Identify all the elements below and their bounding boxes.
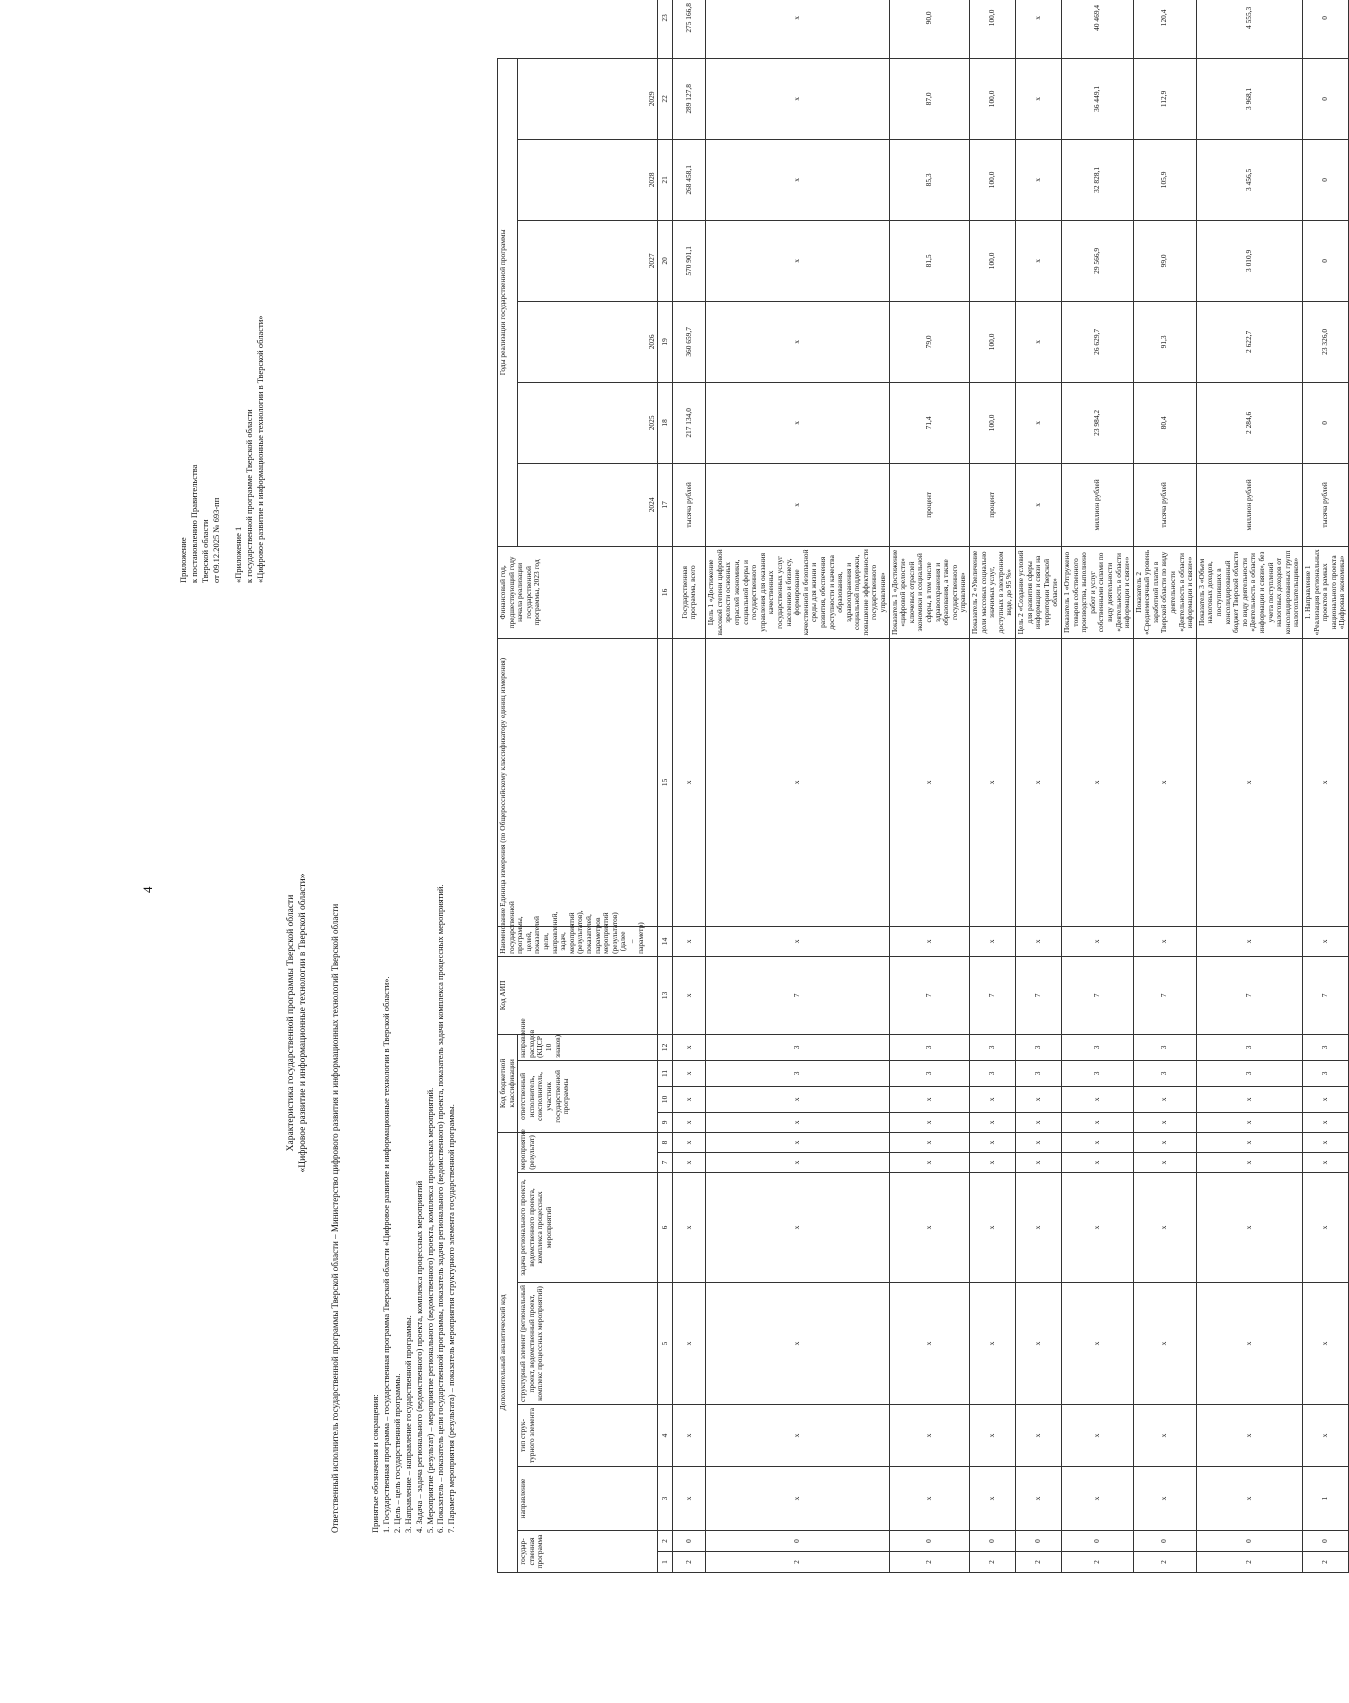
- code-cell: 7: [889, 956, 969, 1034]
- code-cell: х: [1015, 1405, 1061, 1467]
- appendix-line: «Цифровое развитие и информационные технологии в Тверской области»: [255, 315, 265, 583]
- base-year-value: 2 284,6: [1196, 382, 1302, 463]
- row-unit: процент: [889, 463, 969, 546]
- column-number: 17: [658, 463, 673, 546]
- column-number: 22: [658, 58, 673, 139]
- code-cell: х: [673, 1467, 706, 1531]
- appendix-line: к государственной программе Тверской области: [244, 409, 254, 583]
- code-cell: 0: [970, 1531, 1016, 1552]
- code-cell: х: [706, 1405, 889, 1467]
- year-value: 26 629,7: [1061, 301, 1133, 382]
- code-cell: х: [1196, 1283, 1302, 1405]
- column-number: 14: [658, 926, 673, 956]
- year-header: 2025: [518, 382, 658, 463]
- title-line: Характеристика государственной программы Тверской области: [286, 894, 296, 1152]
- code-cell: 3: [706, 1034, 889, 1060]
- code-cell: х: [970, 1153, 1016, 1173]
- code-cell: х: [970, 1086, 1016, 1112]
- year-value: 120,4: [1133, 0, 1196, 58]
- base-year-value: 100,0: [970, 382, 1016, 463]
- row-name: Показатель 1 «Отгружено товаров собственного производства, выполнено работ и услуг собственными силами по виду деятельности «Деятельность в области информации и связи»»: [1061, 546, 1133, 638]
- column-number: 1: [658, 1552, 673, 1573]
- code-cell: х: [1196, 1173, 1302, 1283]
- code-cell: х: [1015, 1112, 1061, 1132]
- code-cell: х: [1061, 926, 1133, 956]
- row-name: Показатель 2 «Среднемесячный уровень заработной платы в Тверской области по виду деятельности «Деятельность в области информации и связи»»: [1133, 546, 1196, 638]
- code-cell: х: [1196, 1112, 1302, 1132]
- code-cell: х: [970, 1173, 1016, 1283]
- column-number: 6: [658, 1173, 673, 1283]
- year-value: х: [1015, 301, 1061, 382]
- column-numbers-row: [658, 0, 673, 1573]
- subheader-direction: направление: [518, 1467, 658, 1531]
- abbreviation-item: 3. Направление – направление государственной программы.: [402, 1315, 413, 1533]
- code-cell: 3: [970, 1060, 1016, 1086]
- abbreviations-heading: Принятые обозначения и сокращения:: [370, 1394, 380, 1533]
- responsible-executor: Ответственный исполнитель государственной программы Тверской области – Министерство цифрового развития и информационных технологий Тверской области: [330, 903, 340, 1533]
- subheader-struct-element: структурный элемент (региональный проект, ведомственный проект, комплекс процессных мероприятий): [518, 1283, 658, 1405]
- code-cell: х: [1302, 1283, 1348, 1405]
- year-value: х: [706, 220, 889, 301]
- code-cell: 0: [1015, 1531, 1061, 1552]
- column-number: 15: [658, 638, 673, 926]
- base-year-value: 217 134,0: [673, 382, 706, 463]
- code-cell: х: [1133, 1153, 1196, 1173]
- year-value: 100,0: [970, 139, 1016, 220]
- column-number: 12: [658, 1034, 673, 1060]
- code-cell: 2: [1302, 1552, 1348, 1573]
- column-number: 9: [658, 1112, 673, 1132]
- row-name: 1. Направление 1 «Реализация региональных проектов в рамках национального проекта «Цифровая экономика»: [1302, 546, 1348, 638]
- appendix-line: [222, 143, 233, 583]
- year-value: х: [706, 0, 889, 58]
- table-row: [1015, 0, 1061, 1573]
- year-value: 36 449,1: [1061, 58, 1133, 139]
- code-cell: х: [1015, 926, 1061, 956]
- subheader-event: мероприятие (результат): [518, 1132, 658, 1172]
- appendix-line: от 09.12.2025 № 693-пп: [211, 497, 221, 583]
- year-value: 87,0: [889, 58, 969, 139]
- code-cell: 7: [1302, 956, 1348, 1034]
- code-cell: х: [1133, 1467, 1196, 1531]
- code-cell: х: [1302, 926, 1348, 956]
- year-value: 3 010,9: [1196, 220, 1302, 301]
- abbreviation-item: 7. Параметр мероприятия (результата) – показатель мероприятия структурного элемента государственной программы.: [446, 1104, 457, 1533]
- program-table: [497, 0, 1349, 1573]
- code-cell: х: [889, 1132, 969, 1152]
- row-unit: процент: [970, 463, 1016, 546]
- base-year-value: х: [1015, 382, 1061, 463]
- column-number: 16: [658, 546, 673, 638]
- code-cell: 2: [970, 1552, 1016, 1573]
- code-cell: х: [1196, 1132, 1302, 1152]
- code-cell: 3: [1015, 1034, 1061, 1060]
- code-cell: 1: [1302, 1467, 1348, 1531]
- appendix-line: Тверской области: [200, 519, 210, 583]
- code-cell: 0: [1133, 1531, 1196, 1552]
- row-unit: миллион рублей: [1196, 463, 1302, 546]
- column-number: 10: [658, 1086, 673, 1112]
- row-unit: тысяча рублей: [673, 463, 706, 546]
- code-cell: х: [706, 1132, 889, 1152]
- subheader-executor: ответственный исполнитель, соисполнитель, участник государственной программы: [518, 1060, 658, 1132]
- year-value: 85,3: [889, 139, 969, 220]
- code-cell: х: [1061, 1132, 1133, 1152]
- year-value: 100,0: [970, 301, 1016, 382]
- code-cell: х: [1302, 1405, 1348, 1467]
- column-number: 21: [658, 139, 673, 220]
- code-cell: 2: [1196, 1552, 1302, 1573]
- page-number: 4: [140, 886, 155, 893]
- year-header: 2024: [518, 463, 658, 546]
- code-cell: х: [673, 1086, 706, 1112]
- subheader-struct-type: тип струк-турного элемента: [518, 1405, 658, 1467]
- code-cell: х: [1133, 1086, 1196, 1112]
- code-cell: х: [673, 1112, 706, 1132]
- column-number: 7: [658, 1153, 673, 1173]
- year-value: 79,0: [889, 301, 969, 382]
- code-cell: х: [889, 1112, 969, 1132]
- year-value: 99,0: [1133, 220, 1196, 301]
- code-cell: х: [706, 1467, 889, 1531]
- table-body: [673, 0, 1349, 1573]
- appendix-line: «Приложение 1: [233, 526, 243, 583]
- abbreviation-item: 5. Мероприятие (результат) – мероприятие регионального (ведомственного) проекта, комплекса процессных мероприятий.: [424, 1087, 435, 1533]
- appendix-block: [178, 143, 266, 583]
- table-row: [706, 0, 889, 1573]
- appendix-line: Приложение: [178, 537, 188, 583]
- code-cell: 2: [1015, 1552, 1061, 1573]
- row-name: Показатель 1 «Достижение «цифровой зрелости» ключевых отраслей экономики и социальной сферы, в том числе здравоохранения и образования, а также государственного управления»: [889, 546, 969, 638]
- year-value: 2 622,7: [1196, 301, 1302, 382]
- year-value: х: [1015, 0, 1061, 58]
- code-cell: 3: [1061, 1060, 1133, 1086]
- code-cell: 2: [1061, 1552, 1133, 1573]
- code-cell: х: [1061, 1283, 1133, 1405]
- code-cell: х: [706, 1173, 889, 1283]
- year-value: 268 458,1: [673, 139, 706, 220]
- year-value: х: [706, 58, 889, 139]
- code-cell: х: [889, 1153, 969, 1173]
- code-cell: х: [889, 926, 969, 956]
- year-value: 570 901,1: [673, 220, 706, 301]
- document-title: [285, 643, 309, 1403]
- year-value: 90,0: [889, 0, 969, 58]
- table-row: [673, 0, 706, 1573]
- header-base-year: Финансовый год, предшествующий году начала реализации государственной программы, 2023 год: [498, 546, 658, 638]
- base-year-value: 0: [1302, 382, 1348, 463]
- code-cell: х: [1302, 1086, 1348, 1112]
- year-value: 29 566,9: [1061, 220, 1133, 301]
- year-value: 0: [1302, 139, 1348, 220]
- year-header: 2028: [518, 139, 658, 220]
- code-cell: х: [673, 1283, 706, 1405]
- subheader-program: государ-ственная программа: [518, 1531, 658, 1573]
- base-year-value: 80,4: [1133, 382, 1196, 463]
- year-value: 40 469,4: [1061, 0, 1133, 58]
- year-value: 3 968,1: [1196, 58, 1302, 139]
- code-cell: х: [1133, 1173, 1196, 1283]
- code-cell: х: [1061, 1153, 1133, 1173]
- row-unit: х: [706, 463, 889, 546]
- code-cell: х: [1133, 638, 1196, 926]
- year-value: х: [1015, 220, 1061, 301]
- code-cell: 3: [1302, 1034, 1348, 1060]
- code-cell: х: [970, 926, 1016, 956]
- year-value: 100,0: [970, 58, 1016, 139]
- row-name: Показатель 3 «Объем налоговых доходов, поступивших в консолидированный бюджет Тверской области по виду деятельности «Деятельность в области информации и связи», без учета поступлений налоговых доходов от консолидированных групп налогоплательщиков»: [1196, 546, 1302, 638]
- code-cell: х: [1302, 638, 1348, 926]
- subheader-task: задача регионального проекта, ведомственного проекта, комплекса процессных мероприятий: [518, 1173, 658, 1283]
- code-cell: х: [1015, 638, 1061, 926]
- year-value: х: [1015, 139, 1061, 220]
- year-value: 100,0: [970, 220, 1016, 301]
- code-cell: х: [970, 1112, 1016, 1132]
- code-cell: 3: [970, 1034, 1016, 1060]
- code-cell: х: [706, 1153, 889, 1173]
- code-cell: х: [970, 1467, 1016, 1531]
- header-additional-code: Дополнительный аналитический код: [498, 1132, 518, 1572]
- code-cell: х: [889, 1173, 969, 1283]
- year-value: 23 326,0: [1302, 301, 1348, 382]
- subheader-expense: направление расходов (КЦСР 10 знаков): [518, 1034, 658, 1060]
- column-number: 19: [658, 301, 673, 382]
- code-cell: х: [1133, 926, 1196, 956]
- year-value: 0: [1302, 220, 1348, 301]
- year-value: 100,0: [970, 0, 1016, 58]
- year-value: 360 659,7: [673, 301, 706, 382]
- code-cell: х: [706, 1112, 889, 1132]
- code-cell: х: [1015, 1132, 1061, 1152]
- year-value: х: [706, 301, 889, 382]
- code-cell: 7: [1061, 956, 1133, 1034]
- code-cell: 3: [1061, 1034, 1133, 1060]
- code-cell: 0: [1302, 1531, 1348, 1552]
- year-value: х: [1015, 58, 1061, 139]
- year-value: 289 127,8: [673, 58, 706, 139]
- year-header: 2027: [518, 220, 658, 301]
- abbreviations-block: [370, 153, 457, 1533]
- code-cell: х: [1196, 638, 1302, 926]
- column-number: 13: [658, 956, 673, 1034]
- row-unit: тысяча рублей: [1133, 463, 1196, 546]
- code-cell: х: [1133, 1405, 1196, 1467]
- code-cell: 3: [889, 1060, 969, 1086]
- code-cell: х: [1196, 1467, 1302, 1531]
- row-name: Государственная программа, всего: [673, 546, 706, 638]
- code-cell: х: [673, 1173, 706, 1283]
- column-number: 20: [658, 220, 673, 301]
- column-number: 11: [658, 1060, 673, 1086]
- code-cell: 0: [1061, 1531, 1133, 1552]
- code-cell: х: [673, 638, 706, 926]
- code-cell: 7: [706, 956, 889, 1034]
- code-cell: х: [706, 638, 889, 926]
- abbreviation-item: 6. Показатель – показатель цели государственной программы, показатель задачи регионального (ведомственного) проекта, показатель задачи комплекса процессных мероприятий.: [435, 884, 446, 1533]
- column-number: 18: [658, 382, 673, 463]
- code-cell: х: [1196, 1086, 1302, 1112]
- header-aip-code: Код АИП: [498, 956, 658, 1034]
- base-year-value: 23 984,2: [1061, 382, 1133, 463]
- code-cell: 3: [1133, 1060, 1196, 1086]
- column-number: 4: [658, 1405, 673, 1467]
- table-row: [889, 0, 969, 1573]
- title-line: «Цифровое развитие и информационные технологии в Тверской области»: [298, 873, 308, 1173]
- code-cell: х: [1302, 1112, 1348, 1132]
- code-cell: х: [1061, 638, 1133, 926]
- code-cell: 7: [970, 956, 1016, 1034]
- code-cell: 3: [1015, 1060, 1061, 1086]
- row-unit: х: [1015, 463, 1061, 546]
- code-cell: 2: [673, 1552, 706, 1573]
- column-number: 23: [658, 0, 673, 58]
- code-cell: х: [970, 1132, 1016, 1152]
- code-cell: х: [1015, 1086, 1061, 1112]
- code-cell: х: [1302, 1132, 1348, 1152]
- column-number: 2: [658, 1531, 673, 1552]
- code-cell: 3: [889, 1034, 969, 1060]
- code-cell: х: [889, 1405, 969, 1467]
- code-cell: х: [1015, 1173, 1061, 1283]
- code-cell: 3: [706, 1060, 889, 1086]
- code-cell: 3: [1133, 1034, 1196, 1060]
- table-row: [1133, 0, 1196, 1573]
- row-name: Цель 1 «Достижение высокой степени цифровой зрелости основных отраслей экономики, социальной сферы и государственного управления для оказания качественных государственных услуг населению и бизнесу, формирование качественной и безопасной среды для жизни и развития, обеспечения доступности и качества образования, здравоохранения и социальной поддержки, повышение эффективности государственного управления»: [706, 546, 889, 638]
- base-year-value: 71,4: [889, 382, 969, 463]
- code-cell: х: [1133, 1112, 1196, 1132]
- code-cell: х: [673, 956, 706, 1034]
- abbreviation-item: 4. Задача – задача регионального (ведомственного) проекта, комплекса процессных мероприятий: [413, 1180, 424, 1533]
- code-cell: х: [1196, 1153, 1302, 1173]
- code-cell: 7: [1133, 956, 1196, 1034]
- year-value: 3 456,5: [1196, 139, 1302, 220]
- code-cell: х: [673, 1405, 706, 1467]
- column-number: 8: [658, 1132, 673, 1152]
- code-cell: х: [673, 926, 706, 956]
- table-row: [1196, 0, 1302, 1573]
- code-cell: х: [970, 1283, 1016, 1405]
- year-value: 275 166,8: [673, 0, 706, 58]
- header-name: Наименование государственной программы, целей, показателей цели, направлений, задач, мероприятий (результатов), показателей, параметров мероприятий (результатов) (далее – параметр): [498, 926, 658, 956]
- row-name: Показатель 2 «Увеличение доли массовых социально значимых услуг, доступных в электронном виде, до 95 %»: [970, 546, 1016, 638]
- code-cell: х: [673, 1060, 706, 1086]
- code-cell: 7: [1015, 956, 1061, 1034]
- year-header: 2026: [518, 301, 658, 382]
- row-unit: тысяча рублей: [1302, 463, 1348, 546]
- column-number: 5: [658, 1283, 673, 1405]
- code-cell: 0: [706, 1531, 889, 1552]
- row-unit: миллион рублей: [1061, 463, 1133, 546]
- code-cell: х: [889, 1086, 969, 1112]
- abbreviation-item: 1. Государственная программа – государственная программа Тверской области «Цифровое развитие и информационные технологии в Тверской области».: [380, 976, 391, 1533]
- year-value: х: [706, 139, 889, 220]
- code-cell: х: [1061, 1467, 1133, 1531]
- code-cell: х: [889, 1467, 969, 1531]
- code-cell: х: [1133, 1132, 1196, 1152]
- header-years-group: Годы реализации государственной программы: [498, 58, 518, 546]
- table-header-row: [498, 0, 518, 1573]
- table-row: [970, 0, 1016, 1573]
- code-cell: х: [673, 1132, 706, 1152]
- code-cell: х: [1302, 1173, 1348, 1283]
- appendix-line: к постановлению Правительства: [189, 464, 199, 583]
- code-cell: 3: [1196, 1034, 1302, 1060]
- code-cell: х: [970, 1405, 1016, 1467]
- code-cell: х: [1015, 1153, 1061, 1173]
- code-cell: х: [889, 638, 969, 926]
- code-cell: 0: [889, 1531, 969, 1552]
- code-cell: х: [1061, 1173, 1133, 1283]
- code-cell: 2: [1133, 1552, 1196, 1573]
- code-cell: х: [1196, 1405, 1302, 1467]
- column-number: 3: [658, 1467, 673, 1531]
- header-budget-code: Код бюджетной классификации: [498, 1034, 518, 1132]
- code-cell: 2: [889, 1552, 969, 1573]
- year-value: 4 555,3: [1196, 0, 1302, 58]
- code-cell: 2: [706, 1552, 889, 1573]
- code-cell: х: [889, 1283, 969, 1405]
- year-value: 91,3: [1133, 301, 1196, 382]
- code-cell: х: [706, 926, 889, 956]
- abbreviation-item: 2. Цель – цель государственной программы.: [391, 1373, 402, 1533]
- code-cell: 3: [1196, 1060, 1302, 1086]
- year-value: 0: [1302, 0, 1348, 58]
- code-cell: х: [1196, 926, 1302, 956]
- year-value: 112,9: [1133, 58, 1196, 139]
- code-cell: х: [970, 638, 1016, 926]
- code-cell: х: [1061, 1405, 1133, 1467]
- code-cell: х: [673, 1153, 706, 1173]
- code-cell: х: [1302, 1153, 1348, 1173]
- header-unit: Единица измерения (по Общероссийскому классификатору единиц измерения): [498, 638, 658, 926]
- code-cell: х: [673, 1034, 706, 1060]
- code-cell: 7: [1196, 956, 1302, 1034]
- code-cell: х: [1133, 1283, 1196, 1405]
- base-year-value: х: [706, 382, 889, 463]
- table-row: [1061, 0, 1133, 1573]
- year-header: 2029: [518, 58, 658, 139]
- code-cell: х: [1061, 1086, 1133, 1112]
- code-cell: х: [706, 1086, 889, 1112]
- year-value: 105,9: [1133, 139, 1196, 220]
- year-value: 0: [1302, 58, 1348, 139]
- year-value: 32 828,1: [1061, 139, 1133, 220]
- code-cell: х: [1061, 1112, 1133, 1132]
- code-cell: х: [1015, 1283, 1061, 1405]
- code-cell: 3: [1302, 1060, 1348, 1086]
- table-row: [1302, 0, 1348, 1573]
- code-cell: х: [706, 1283, 889, 1405]
- code-cell: 0: [673, 1531, 706, 1552]
- code-cell: 0: [1196, 1531, 1302, 1552]
- row-name: Цель 2 «Создание условий для развития сферы информации и связи на территории Тверской области»: [1015, 546, 1061, 638]
- code-cell: х: [1015, 1467, 1061, 1531]
- year-value: 81,5: [889, 220, 969, 301]
